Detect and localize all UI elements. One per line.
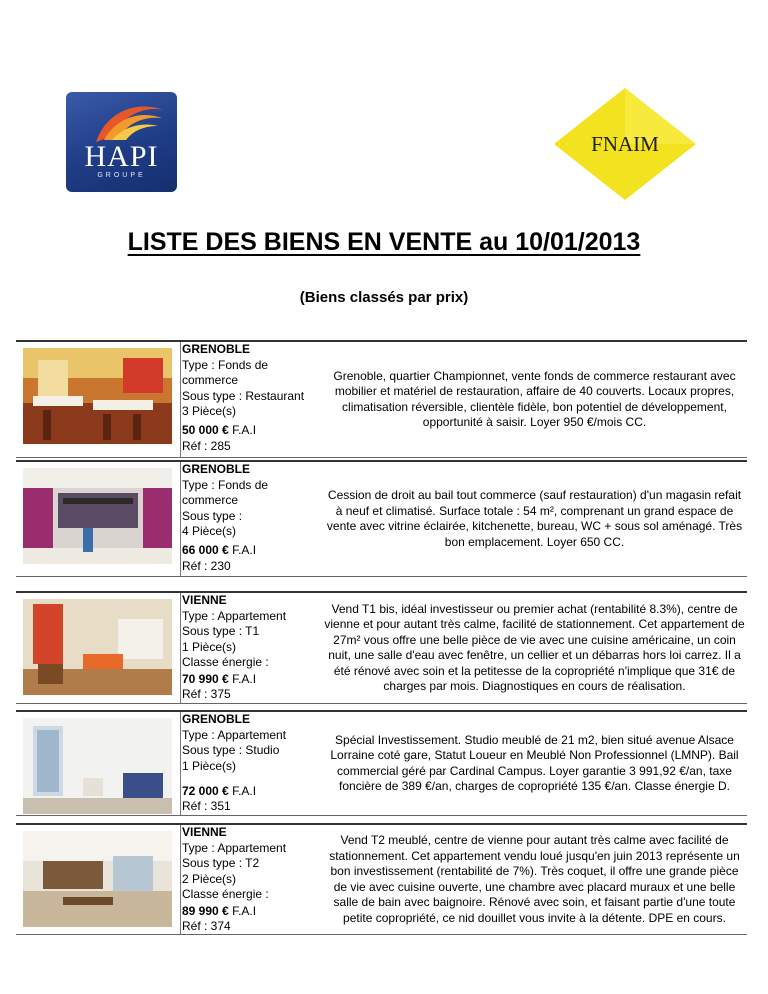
listing-price: 72 000 €: [182, 784, 229, 798]
listing-description: Grenoble, quartier Championnet, vente fonds de commerce restaurant avec mobilier et matériel de restauration, affaire de 40 couverts. Locaux propres, climatisation réversible, clientèle fidèle, bon potentiel de développement, opportunité à saisir. Loyer 950 €/mois CC.: [333, 368, 736, 429]
listing-card: [16, 710, 747, 816]
listing-info: [180, 825, 322, 934]
listing-price-suffix: F.A.I: [232, 423, 257, 437]
listing-ref: Réf : 374: [182, 919, 231, 933]
hapi-logo-text: HAPI: [84, 140, 159, 173]
listing-price-line: [182, 543, 256, 559]
listing-rooms: 4 Pièce(s): [182, 524, 237, 538]
listing-description: Cession de droit au bail tout commerce (sauf restauration) d'un magasin refait à neuf et climatisé. Surface totale : 54 m², comprenant un grand espace de vente avec vitrine éclairée, kitchenette, bureau, WC + sous sol aménagé. Très bon emplacement. Loyer 650 CC.: [326, 488, 743, 549]
listing-type: Type : Appartement: [182, 840, 287, 855]
listing-city: GRENOBLE: [182, 342, 251, 356]
listing-info: [180, 462, 322, 576]
listing-city: GRENOBLE: [182, 462, 251, 476]
listing-price-line: [182, 784, 256, 800]
listing-energy: Classe énergie :: [182, 655, 269, 669]
listing-rooms: 1 Pièce(s): [182, 758, 237, 773]
listing-price: 66 000 €: [182, 543, 229, 557]
listing-city: VIENNE: [182, 825, 227, 839]
listing-city: GRENOBLE: [182, 712, 251, 726]
listing-description-cell: [322, 593, 747, 703]
listing-subtype: Sous type : T2: [182, 856, 260, 870]
listing-city: VIENNE: [182, 593, 227, 607]
listing-card: [16, 591, 747, 704]
listing-subtype: Sous type :: [182, 508, 243, 523]
listing-type: Type : Appartement: [182, 727, 287, 742]
listing-card: [16, 460, 747, 577]
fnaim-logo-text: FNAIM: [591, 132, 659, 156]
listing-card: [16, 823, 747, 935]
listing-price-suffix: F.A.I: [232, 904, 257, 918]
listing-type: Type : Appartement: [182, 608, 287, 623]
listing-description-cell: [322, 825, 747, 934]
fnaim-logo: [554, 88, 696, 200]
listing-description-cell: [322, 342, 747, 457]
listing-description-cell: [322, 712, 747, 815]
listing-info: [180, 342, 322, 457]
listing-price-suffix: F.A.I: [232, 784, 257, 798]
listing-rooms: 2 Pièce(s): [182, 871, 237, 886]
hapi-logo-subtext: GROUPE: [97, 172, 146, 179]
listing-price-line: [182, 904, 256, 920]
listing-description: Vend T1 bis, idéal investisseur ou premier achat (rentabilité 8.3%), centre de vienne et pour autant très calme, facilité de stationnement. Cet appartement de 27m² vous offre une belle pièce de vie avec une cuisine américaine, un coin nuit, une salle d'eau avec fenêtre, un cellier et un débarras hors loi carrez. Il a été rénové avec soin et la petitesse de la copropriété n'implique que 31€ de charges par mois. Diagnostiques en cours de réalisation.: [324, 601, 745, 693]
page-subtitle: (Biens classés par prix): [299, 289, 469, 306]
page-title: LISTE DES BIENS EN VENTE au 10/01/2013: [127, 228, 641, 256]
listing-price-line: [182, 423, 256, 439]
listing-ref: Réf : 351: [182, 799, 231, 813]
listing-photo: [23, 831, 172, 927]
listing-price: 50 000 €: [182, 423, 229, 437]
listing-subtype: Sous type : T1: [182, 624, 260, 638]
listing-info: [180, 593, 322, 703]
listing-type: Type : Fonds de commerce: [182, 477, 269, 507]
listing-description: Spécial Investissement. Studio meublé de 21 m2, bien situé avenue Alsace Lorraine coté gare, Statut Loueur en Meublé Non Professionnel (LMNP). Bail commercial géré par Cardinal Campus. Loyer garantie 3 991,92 €/an, taxe foncière de 389 €/an, charges de copropriété 135 €/an. Classe énergie D.: [330, 732, 739, 793]
listing-price-suffix: F.A.I: [232, 543, 257, 557]
listing-card: [16, 340, 747, 458]
listing-photo: [23, 348, 172, 444]
listing-type: Type : Fonds de commerce: [182, 357, 269, 387]
listing-price-suffix: F.A.I: [232, 672, 257, 686]
hapi-logo: [66, 92, 177, 192]
listing-photo: [23, 718, 172, 814]
listing-subtype: Sous type : Restaurant: [182, 388, 305, 403]
listing-price-line: [182, 672, 256, 688]
listing-price: 70 990 €: [182, 672, 229, 686]
listing-info: [180, 712, 322, 815]
listing-rooms: 1 Pièce(s): [182, 639, 237, 654]
listing-photo: [23, 599, 172, 695]
listing-price: 89 990 €: [182, 904, 229, 918]
listing-photo: [23, 468, 172, 564]
listing-description-cell: [322, 462, 747, 576]
listing-energy: Classe énergie :: [182, 887, 269, 901]
listing-ref: Réf : 285: [182, 439, 231, 453]
listing-ref: Réf : 375: [182, 687, 231, 701]
listing-description: Vend T2 meublé, centre de vienne pour autant très calme avec facilité de stationnement. Cet appartement vendu loué jusqu'en juin 2013 représente un bon investissement (rentabilité de 7%). Très coquet, il offre une grande pièce de vie avec cuisine ouverte, une chambre avec placard muraux et une belle salle de bain avec baignoire. Rénové avec soin, et faisant partie d'une toute petite copropriété, ce nid douillet vous invite à la détente. DPE en cours.: [329, 833, 740, 925]
listing-subtype: Sous type : Studio: [182, 743, 280, 757]
listing-ref: Réf : 230: [182, 559, 231, 573]
listing-rooms: 3 Pièce(s): [182, 404, 237, 418]
